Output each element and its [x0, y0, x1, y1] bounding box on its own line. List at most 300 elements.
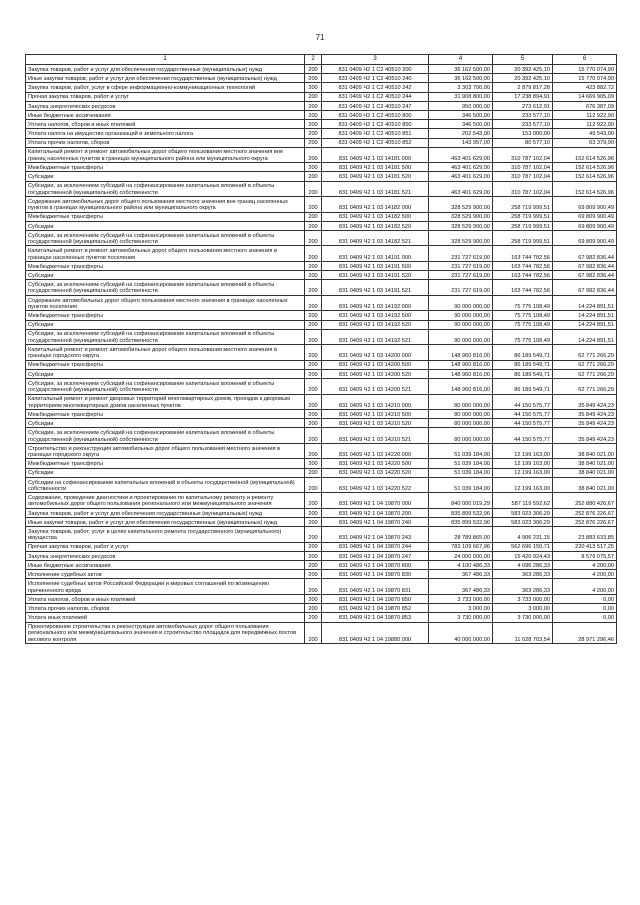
row-classification-cell: 831 0409 Ч2 1 03 14192 520 [322, 320, 429, 329]
row-code-cell: 200 [305, 527, 322, 543]
table-row [26, 172, 617, 181]
row-col4-cell: 3 730 000,00 [429, 613, 493, 622]
row-col6-cell: 8 579 075,57 [553, 551, 617, 560]
row-name-cell: Субсидии [26, 271, 305, 280]
row-name-cell: Исполнение судебных актов [26, 570, 305, 579]
row-col5-cell: 4 906 231,15 [493, 527, 553, 543]
row-classification-cell: 831 0409 Ч2 1 03 14182 521 [322, 230, 429, 246]
row-classification-cell: 831 0409 Ч2 1 03 14181 000 [322, 147, 429, 163]
row-col4-cell: 231 727 619,00 [429, 246, 493, 262]
row-code-cell: 200 [305, 594, 322, 603]
row-classification-cell: 831 0409 Ч2 1 С2 40510 852 [322, 138, 429, 147]
row-classification-cell: 831 0409 Ч2 1 С2 40510 200 [322, 65, 429, 74]
row-col4-cell: 80 000 000,00 [429, 410, 493, 419]
row-col5-cell: 44 150 575,77 [493, 410, 553, 419]
row-col6-cell: 67 982 836,44 [553, 280, 617, 296]
row-col5-cell: 583 023 306,29 [493, 508, 553, 517]
row-code-cell: 200 [305, 394, 322, 410]
table-row [26, 83, 617, 92]
row-name-cell: Уплата прочих налогов, сборов [26, 138, 305, 147]
row-name-cell: Субсидии, за исключением субсидий на софинансирование капитальных вложений в объекты государственной (муниципальной) собственности [26, 230, 305, 246]
table-row [26, 280, 617, 296]
row-col6-cell: 67 982 836,44 [553, 261, 617, 270]
table-row [26, 120, 617, 129]
row-col5-cell: 20 392 425,10 [493, 65, 553, 74]
row-col6-cell: 0,00 [553, 594, 617, 603]
row-code-cell: 200 [305, 428, 322, 444]
table-row [26, 622, 617, 644]
row-name-cell: Прочая закупка товаров, работ и услуг [26, 92, 305, 101]
row-col4-cell: 463 401 629,00 [429, 181, 493, 197]
row-col6-cell: 252 876 226,67 [553, 508, 617, 517]
row-name-cell: Проектирование строительства и реконструкции автомобильных дорог общего пользования регионального или межмуниципального значения и строительство площадок для передвижных постов весового контроля [26, 622, 305, 644]
row-name-cell: Закупка энергетических ресурсов [26, 101, 305, 110]
row-col4-cell: 148 960 816,00 [429, 369, 493, 378]
row-classification-cell: 831 0409 Ч2 1 С2 40510 800 [322, 110, 429, 119]
table-row [26, 329, 617, 345]
row-col4-cell: 28 789 865,00 [429, 527, 493, 543]
row-col6-cell: 14 224 891,51 [553, 329, 617, 345]
row-col5-cell: 12 199 163,00 [493, 477, 553, 493]
row-col4-cell: 148 960 816,00 [429, 379, 493, 395]
row-col4-cell: 328 529 900,00 [429, 212, 493, 221]
row-classification-cell: 831 0409 Ч2 1 04 19870 830 [322, 570, 429, 579]
row-classification-cell: 831 0409 Ч2 1 04 19870 000 [322, 493, 429, 509]
table-row [26, 379, 617, 395]
row-col6-cell: 62 771 266,29 [553, 360, 617, 369]
row-code-cell: 200 [305, 613, 322, 622]
row-name-cell: Субсидии на софинансирование капитальных вложений в объекты государственной (муниципальной) собственности [26, 477, 305, 493]
row-code-cell: 200 [305, 295, 322, 311]
row-col4-cell: 231 727 619,00 [429, 261, 493, 270]
table-row [26, 419, 617, 428]
row-col6-cell: 0,00 [553, 604, 617, 613]
row-classification-cell: 831 0409 Ч2 1 03 14192 000 [322, 295, 429, 311]
row-col6-cell: 14 224 891,51 [553, 295, 617, 311]
row-classification-cell: 831 0409 Ч2 1 03 14220 520 [322, 468, 429, 477]
row-code-cell: 200 [305, 212, 322, 221]
row-code-cell: 200 [305, 92, 322, 101]
header-cell-5: 5 [493, 55, 553, 65]
row-col5-cell: 163 744 782,56 [493, 280, 553, 296]
row-classification-cell: 831 0409 Ч2 1 03 14182 500 [322, 212, 429, 221]
row-code-cell: 200 [305, 561, 322, 570]
row-col6-cell: 4 200,00 [553, 579, 617, 595]
row-col5-cell: 75 775 108,49 [493, 311, 553, 320]
table-row [26, 527, 617, 543]
row-name-cell: Субсидии, за исключением субсидий на софинансирование капитальных вложений в объекты государственной (муниципальной) собственности [26, 280, 305, 296]
row-code-cell: 200 [305, 120, 322, 129]
row-name-cell: Субсидии, за исключением субсидий на софинансирование капитальных вложений в объекты государственной (муниципальной) собственности [26, 181, 305, 197]
row-col6-cell: 14 669 905,09 [553, 92, 617, 101]
row-col5-cell: 258 719 999,51 [493, 230, 553, 246]
row-name-cell: Содержание автомобильных дорог общего пользования местного значения в границах населенных пунктов поселения [26, 295, 305, 311]
row-col4-cell: 80 000 000,00 [429, 428, 493, 444]
row-col6-cell: 62 771 266,29 [553, 379, 617, 395]
row-col5-cell: 44 150 575,77 [493, 428, 553, 444]
row-classification-cell: 831 0409 Ч2 1 04 19870 850 [322, 594, 429, 603]
row-col4-cell: 840 000 019,29 [429, 493, 493, 509]
row-name-cell: Прочая закупка товаров, работ и услуг [26, 542, 305, 551]
row-col5-cell: 12 199 163,00 [493, 459, 553, 468]
row-name-cell: Иные закупки товаров, работ и услуг для обеспечения государственных (муниципальных) нужд [26, 518, 305, 527]
row-col5-cell: 310 787 102,04 [493, 147, 553, 163]
row-code-cell: 200 [305, 570, 322, 579]
row-name-cell: Межбюджетные трансферты [26, 311, 305, 320]
table-row [26, 410, 617, 419]
row-col6-cell: 112 922,90 [553, 110, 617, 119]
row-code-cell: 200 [305, 129, 322, 138]
row-col6-cell: 35 849 424,23 [553, 428, 617, 444]
row-name-cell: Капитальный ремонт и ремонт автомобильных дорог общего пользования местного значения вне границ населенных пунктов в границах муниципального района или муниципального округа [26, 147, 305, 163]
row-col4-cell: 328 529 900,00 [429, 197, 493, 213]
row-classification-cell: 831 0409 Ч2 1 03 14200 000 [322, 345, 429, 361]
row-col4-cell: 143 957,00 [429, 138, 493, 147]
table-row [26, 65, 617, 74]
row-col6-cell: 67 982 836,44 [553, 246, 617, 262]
row-classification-cell: 831 0409 Ч2 1 03 14191 000 [322, 246, 429, 262]
row-col5-cell: 258 719 999,51 [493, 197, 553, 213]
row-code-cell: 200 [305, 163, 322, 172]
row-code-cell: 200 [305, 604, 322, 613]
row-name-cell: Иные бюджетные ассигнования [26, 561, 305, 570]
row-code-cell: 200 [305, 246, 322, 262]
table-row [26, 551, 617, 560]
row-col6-cell: 152 614 526,96 [553, 147, 617, 163]
row-col5-cell: 17 238 894,91 [493, 92, 553, 101]
row-name-cell: Закупка товаров, работ и услуг для обеспечения государственных (муниципальных) нужд [26, 65, 305, 74]
row-col6-cell: 28 971 296,46 [553, 622, 617, 644]
row-col6-cell: 49 543,00 [553, 129, 617, 138]
table-row [26, 493, 617, 509]
row-classification-cell: 831 0409 Ч2 1 03 14192 500 [322, 311, 429, 320]
row-classification-cell: 831 0409 Ч2 1 03 14191 520 [322, 271, 429, 280]
row-col4-cell: 202 543,00 [429, 129, 493, 138]
row-col4-cell: 40 000 000,00 [429, 622, 493, 644]
row-col4-cell: 463 401 629,00 [429, 147, 493, 163]
row-classification-cell: 831 0409 Ч2 1 03 14200 520 [322, 369, 429, 378]
row-col4-cell: 346 500,00 [429, 120, 493, 129]
table-row [26, 197, 617, 213]
row-col5-cell: 310 787 102,04 [493, 172, 553, 181]
row-code-cell: 200 [305, 311, 322, 320]
row-col4-cell: 36 162 500,00 [429, 74, 493, 83]
row-col5-cell: 4 096 286,33 [493, 561, 553, 570]
row-name-cell: Уплата иных платежей [26, 613, 305, 622]
row-code-cell: 200 [305, 518, 322, 527]
row-col6-cell: 62 771 266,29 [553, 345, 617, 361]
row-code-cell: 200 [305, 320, 322, 329]
table-row [26, 613, 617, 622]
row-col6-cell: 15 770 074,90 [553, 74, 617, 83]
row-name-cell: Субсидии [26, 468, 305, 477]
row-col5-cell: 11 028 703,54 [493, 622, 553, 644]
row-col4-cell: 24 000 000,00 [429, 551, 493, 560]
header-cell-1: 1 [26, 55, 305, 65]
row-col6-cell: 35 849 424,23 [553, 394, 617, 410]
row-col4-cell: 90 000 000,00 [429, 320, 493, 329]
row-code-cell: 200 [305, 197, 322, 213]
row-col6-cell: 152 614 526,96 [553, 172, 617, 181]
row-col6-cell: 35 849 424,23 [553, 410, 617, 419]
row-col4-cell: 4 100 486,33 [429, 561, 493, 570]
row-name-cell: Иные бюджетные ассигнования [26, 110, 305, 119]
row-col5-cell: 44 150 575,77 [493, 394, 553, 410]
row-col4-cell: 90 000 000,00 [429, 311, 493, 320]
row-col4-cell: 231 727 619,00 [429, 280, 493, 296]
table-row [26, 320, 617, 329]
table-row [26, 271, 617, 280]
row-col4-cell: 835 899 532,96 [429, 508, 493, 517]
row-col6-cell: 0,00 [553, 613, 617, 622]
row-col4-cell: 90 000 000,00 [429, 329, 493, 345]
row-code-cell: 200 [305, 493, 322, 509]
row-classification-cell: 831 0409 Ч2 1 03 14191 500 [322, 261, 429, 270]
row-name-cell: Субсидии [26, 320, 305, 329]
row-col4-cell: 51 039 184,00 [429, 477, 493, 493]
table-row [26, 542, 617, 551]
table-row [26, 477, 617, 493]
row-col5-cell: 20 392 425,10 [493, 74, 553, 83]
row-name-cell: Уплата налога на имущество организаций и земельного налога [26, 129, 305, 138]
row-name-cell: Капитальный ремонт и ремонт автомобильных дорог общего пользования местного значения в границах населенных пунктов поселения [26, 246, 305, 262]
row-col5-cell: 3 733 000,00 [493, 594, 553, 603]
row-col6-cell: 63 379,90 [553, 138, 617, 147]
row-name-cell: Субсидии, за исключением субсидий на софинансирование капитальных вложений в объекты государственной (муниципальной) собственности [26, 379, 305, 395]
page-number: 71 [315, 33, 325, 42]
row-name-cell: Субсидии [26, 419, 305, 428]
row-col6-cell: 4 200,00 [553, 561, 617, 570]
row-classification-cell: 831 0409 Ч2 1 03 14182 000 [322, 197, 429, 213]
row-col5-cell: 587 119 592,62 [493, 493, 553, 509]
row-classification-cell: 831 0409 Ч2 1 03 14181 500 [322, 163, 429, 172]
row-code-cell: 200 [305, 360, 322, 369]
row-code-cell: 200 [305, 329, 322, 345]
row-classification-cell: 831 0409 Ч2 1 03 14220 000 [322, 443, 429, 459]
row-classification-cell: 831 0409 Ч2 1 04 19870 243 [322, 527, 429, 543]
row-code-cell: 200 [305, 271, 322, 280]
row-name-cell: Уплата налогов, сборов и иных платежей [26, 120, 305, 129]
row-name-cell: Межбюджетные трансферты [26, 459, 305, 468]
row-col4-cell: 51 039 184,00 [429, 468, 493, 477]
row-col6-cell: 23 883 633,85 [553, 527, 617, 543]
row-col6-cell: 67 982 836,44 [553, 271, 617, 280]
row-col5-cell: 363 286,33 [493, 570, 553, 579]
row-code-cell: 200 [305, 468, 322, 477]
row-col5-cell: 3 730 000,00 [493, 613, 553, 622]
table-row [26, 579, 617, 595]
row-col5-cell: 86 189 549,71 [493, 345, 553, 361]
row-name-cell: Субсидии, за исключением субсидий на софинансирование капитальных вложений в объекты государственной (муниципальной) собственности [26, 428, 305, 444]
row-col5-cell: 75 775 108,49 [493, 320, 553, 329]
row-code-cell: 200 [305, 345, 322, 361]
row-col6-cell: 252 876 226,67 [553, 518, 617, 527]
table-row [26, 147, 617, 163]
row-name-cell: Уплата прочих налогов, сборов [26, 604, 305, 613]
table-row [26, 570, 617, 579]
row-name-cell: Иные закупки товаров, работ и услуг для обеспечения государственных (муниципальных) нужд [26, 74, 305, 83]
table-row [26, 74, 617, 83]
header-cell-6: 6 [553, 55, 617, 65]
row-col6-cell: 69 809 900,49 [553, 230, 617, 246]
row-col6-cell: 112 922,90 [553, 120, 617, 129]
row-col6-cell: 69 809 900,49 [553, 212, 617, 221]
row-classification-cell: 831 0409 Ч2 1 04 19870 244 [322, 542, 429, 551]
table-row [26, 443, 617, 459]
row-col5-cell: 12 199 163,00 [493, 443, 553, 459]
row-col5-cell: 583 023 306,29 [493, 518, 553, 527]
row-col5-cell: 80 577,10 [493, 138, 553, 147]
row-name-cell: Межбюджетные трансферты [26, 212, 305, 221]
row-code-cell: 200 [305, 379, 322, 395]
row-col4-cell: 950 000,00 [429, 101, 493, 110]
row-name-cell: Уплата налогов, сборов и иных платежей [26, 594, 305, 603]
row-name-cell: Содержание, проведение диагностики и проектирование по капитальному ремонту и ремонту автомобильных дорог общего пользования регионального или межмуниципального значения [26, 493, 305, 509]
row-col4-cell: 328 529 900,00 [429, 230, 493, 246]
row-col5-cell: 44 150 575,77 [493, 419, 553, 428]
row-col6-cell: 4 200,00 [553, 570, 617, 579]
row-col4-cell: 51 039 184,00 [429, 459, 493, 468]
row-classification-cell: 831 0409 Ч2 1 С2 40510 850 [322, 120, 429, 129]
table-row [26, 92, 617, 101]
row-code-cell: 200 [305, 459, 322, 468]
table-row [26, 163, 617, 172]
row-name-cell: Закупка товаров, работ, услуг в сфере информационно-коммуникационных технологий [26, 83, 305, 92]
table-header-row [26, 55, 617, 65]
row-classification-cell: 831 0409 Ч2 1 С2 40510 247 [322, 101, 429, 110]
row-classification-cell: 831 0409 Ч2 1 03 14210 500 [322, 410, 429, 419]
row-col5-cell: 86 189 549,71 [493, 379, 553, 395]
row-col6-cell: 38 840 021,00 [553, 443, 617, 459]
table-row [26, 508, 617, 517]
row-classification-cell: 831 0409 Ч2 1 04 19870 240 [322, 518, 429, 527]
table-row [26, 246, 617, 262]
table-row [26, 261, 617, 270]
row-code-cell: 200 [305, 230, 322, 246]
table-row [26, 230, 617, 246]
row-code-cell: 200 [305, 579, 322, 595]
row-col4-cell: 3 303 700,00 [429, 83, 493, 92]
row-classification-cell: 831 0409 Ч2 1 С2 40510 244 [322, 92, 429, 101]
row-col4-cell: 463 401 629,00 [429, 163, 493, 172]
row-classification-cell: 831 0409 Ч2 1 03 14210 000 [322, 394, 429, 410]
row-name-cell: Закупка товаров, работ, услуг в целях капитального ремонта государственного (муниципального) имущества [26, 527, 305, 543]
row-code-cell: 200 [305, 369, 322, 378]
table-row [26, 561, 617, 570]
table-row [26, 110, 617, 119]
row-classification-cell: 831 0409 Ч2 1 03 14200 500 [322, 360, 429, 369]
row-col5-cell: 86 189 549,71 [493, 369, 553, 378]
row-name-cell: Исполнение судебных актов Российской Федерации и мировых соглашений по возмещению причиненного вреда [26, 579, 305, 595]
row-col6-cell: 14 224 891,51 [553, 311, 617, 320]
row-col4-cell: 31 908 800,00 [429, 92, 493, 101]
table-row [26, 394, 617, 410]
row-classification-cell: 831 0409 Ч2 1 03 14210 520 [322, 419, 429, 428]
row-code-cell: 200 [305, 261, 322, 270]
row-col6-cell: 35 849 424,23 [553, 419, 617, 428]
row-col5-cell: 310 787 102,04 [493, 163, 553, 172]
row-col5-cell: 86 189 549,71 [493, 360, 553, 369]
budget-execution-table [25, 54, 617, 644]
row-col5-cell: 233 577,10 [493, 120, 553, 129]
row-col5-cell: 75 775 108,49 [493, 295, 553, 311]
row-classification-cell: 831 0409 Ч2 1 03 14181 520 [322, 172, 429, 181]
row-code-cell: 200 [305, 477, 322, 493]
row-code-cell: 200 [305, 181, 322, 197]
row-classification-cell: 831 0409 Ч2 1 С2 40510 240 [322, 74, 429, 83]
row-classification-cell: 831 0409 Ч2 1 04 19870 247 [322, 551, 429, 560]
row-col6-cell: 62 771 266,29 [553, 369, 617, 378]
table-row [26, 138, 617, 147]
row-code-cell: 200 [305, 280, 322, 296]
row-col4-cell: 80 000 000,00 [429, 394, 493, 410]
row-name-cell: Закупка товаров, работ и услуг для обеспечения государственных (муниципальных) нужд [26, 508, 305, 517]
table-body [26, 55, 617, 644]
row-classification-cell: 831 0409 Ч2 1 03 14191 521 [322, 280, 429, 296]
row-col4-cell: 835 899 532,96 [429, 518, 493, 527]
row-col4-cell: 346 500,00 [429, 110, 493, 119]
row-col6-cell: 38 840 021,00 [553, 468, 617, 477]
row-col6-cell: 38 840 021,00 [553, 459, 617, 468]
row-classification-cell: 831 0409 Ч2 1 03 14192 521 [322, 329, 429, 345]
row-col6-cell: 14 224 891,51 [553, 320, 617, 329]
row-col5-cell: 310 787 102,04 [493, 181, 553, 197]
row-code-cell: 200 [305, 221, 322, 230]
row-name-cell: Капитальный ремонт и ремонт автомобильных дорог общего пользования местного значения в границах городского округа [26, 345, 305, 361]
row-classification-cell: 831 0409 Ч2 1 04 19880 000 [322, 622, 429, 644]
row-col5-cell: 2 879 817,28 [493, 83, 553, 92]
row-col5-cell: 163 744 782,56 [493, 271, 553, 280]
row-name-cell: Межбюджетные трансферты [26, 360, 305, 369]
row-classification-cell: 831 0409 Ч2 1 03 14210 521 [322, 428, 429, 444]
table-row [26, 181, 617, 197]
row-code-cell: 200 [305, 410, 322, 419]
table-row [26, 369, 617, 378]
row-code-cell: 200 [305, 110, 322, 119]
row-classification-cell: 831 0409 Ч2 1 С2 40510 242 [322, 83, 429, 92]
row-col4-cell: 51 039 184,00 [429, 443, 493, 459]
row-col5-cell: 233 577,10 [493, 110, 553, 119]
row-code-cell: 200 [305, 542, 322, 551]
row-classification-cell: 831 0409 Ч2 1 03 14181 521 [322, 181, 429, 197]
row-code-cell: 200 [305, 65, 322, 74]
row-col5-cell: 15 420 924,43 [493, 551, 553, 560]
row-col5-cell: 3 000,00 [493, 604, 553, 613]
row-col5-cell: 562 696 150,71 [493, 542, 553, 551]
row-col6-cell: 38 840 021,00 [553, 477, 617, 493]
row-col4-cell: 783 109 667,96 [429, 542, 493, 551]
row-col4-cell: 148 960 816,00 [429, 360, 493, 369]
table-row [26, 468, 617, 477]
row-code-cell: 200 [305, 622, 322, 644]
row-col4-cell: 463 401 629,00 [429, 172, 493, 181]
table-row [26, 345, 617, 361]
row-col5-cell: 75 775 108,49 [493, 329, 553, 345]
row-col5-cell: 273 612,91 [493, 101, 553, 110]
table-row [26, 594, 617, 603]
row-code-cell: 200 [305, 138, 322, 147]
row-col6-cell: 152 614 526,96 [553, 181, 617, 197]
row-code-cell: 200 [305, 101, 322, 110]
table-row [26, 295, 617, 311]
row-code-cell: 200 [305, 508, 322, 517]
row-code-cell: 200 [305, 172, 322, 181]
row-code-cell: 200 [305, 551, 322, 560]
row-col4-cell: 367 486,33 [429, 579, 493, 595]
row-classification-cell: 831 0409 Ч2 1 04 19870 852 [322, 604, 429, 613]
row-name-cell: Строительство и реконструкция автомобильных дорог общего пользования местного значения в границах городского округа [26, 443, 305, 459]
row-name-cell: Субсидии, за исключением субсидий на софинансирование капитальных вложений в объекты государственной (муниципальной) собственности [26, 329, 305, 345]
